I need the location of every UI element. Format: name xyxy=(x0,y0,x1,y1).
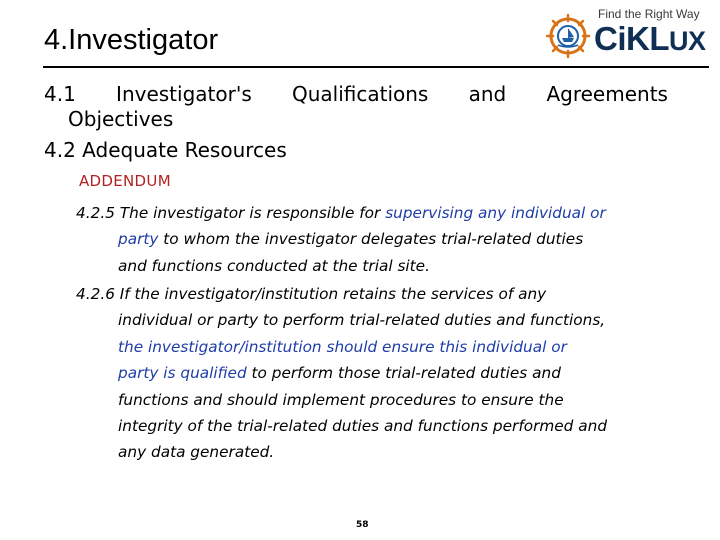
text-line: 4.2.5 The investigator is responsible for supervising any individual or xyxy=(76,204,606,222)
heading-4-2: 4.2 Adequate Resources xyxy=(44,138,287,162)
text-line: any data generated. xyxy=(118,443,275,462)
heading-word: 4.1 xyxy=(44,82,76,106)
heading-4-1 xyxy=(44,82,668,106)
page-number: 58 xyxy=(356,520,369,530)
text-line: functions and should implement procedures to ensure the xyxy=(118,390,564,409)
heading-word: Qualifications xyxy=(291,82,429,106)
addendum-label: ADDENDUM xyxy=(79,172,171,190)
heading-word: Investigator's xyxy=(116,82,252,106)
heading-word: Agreements xyxy=(546,82,668,106)
ship-wheel-icon xyxy=(546,8,594,60)
heading-4-1-continued: Objectives xyxy=(68,107,174,131)
text-line: individual or party to perform trial-related duties and functions, xyxy=(118,311,606,330)
text-line: 4.2.6 If the investigator/institution retains the services of any xyxy=(76,285,547,303)
heading-word: and xyxy=(468,82,507,106)
logo-tagline: Find the Right Way xyxy=(598,7,700,21)
paragraph-4-2-5 xyxy=(76,200,606,279)
text-line: the investigator/institution should ensure this individual or xyxy=(118,337,567,356)
slide-title: 4.Investigator xyxy=(44,24,219,56)
text-line: integrity of the trial-related duties and functions performed and xyxy=(118,417,608,436)
title-underline xyxy=(43,66,709,68)
logo-wordmark: CiKLUX xyxy=(594,20,706,57)
text-line: party is qualified to perform those trial-related duties and xyxy=(118,364,561,383)
text-line: party to whom the investigator delegates trial-related duties xyxy=(118,230,584,249)
ciklux-logo xyxy=(546,4,714,62)
text-line: and functions conducted at the trial site. xyxy=(118,256,430,275)
paragraph-4-2-6 xyxy=(76,281,607,466)
